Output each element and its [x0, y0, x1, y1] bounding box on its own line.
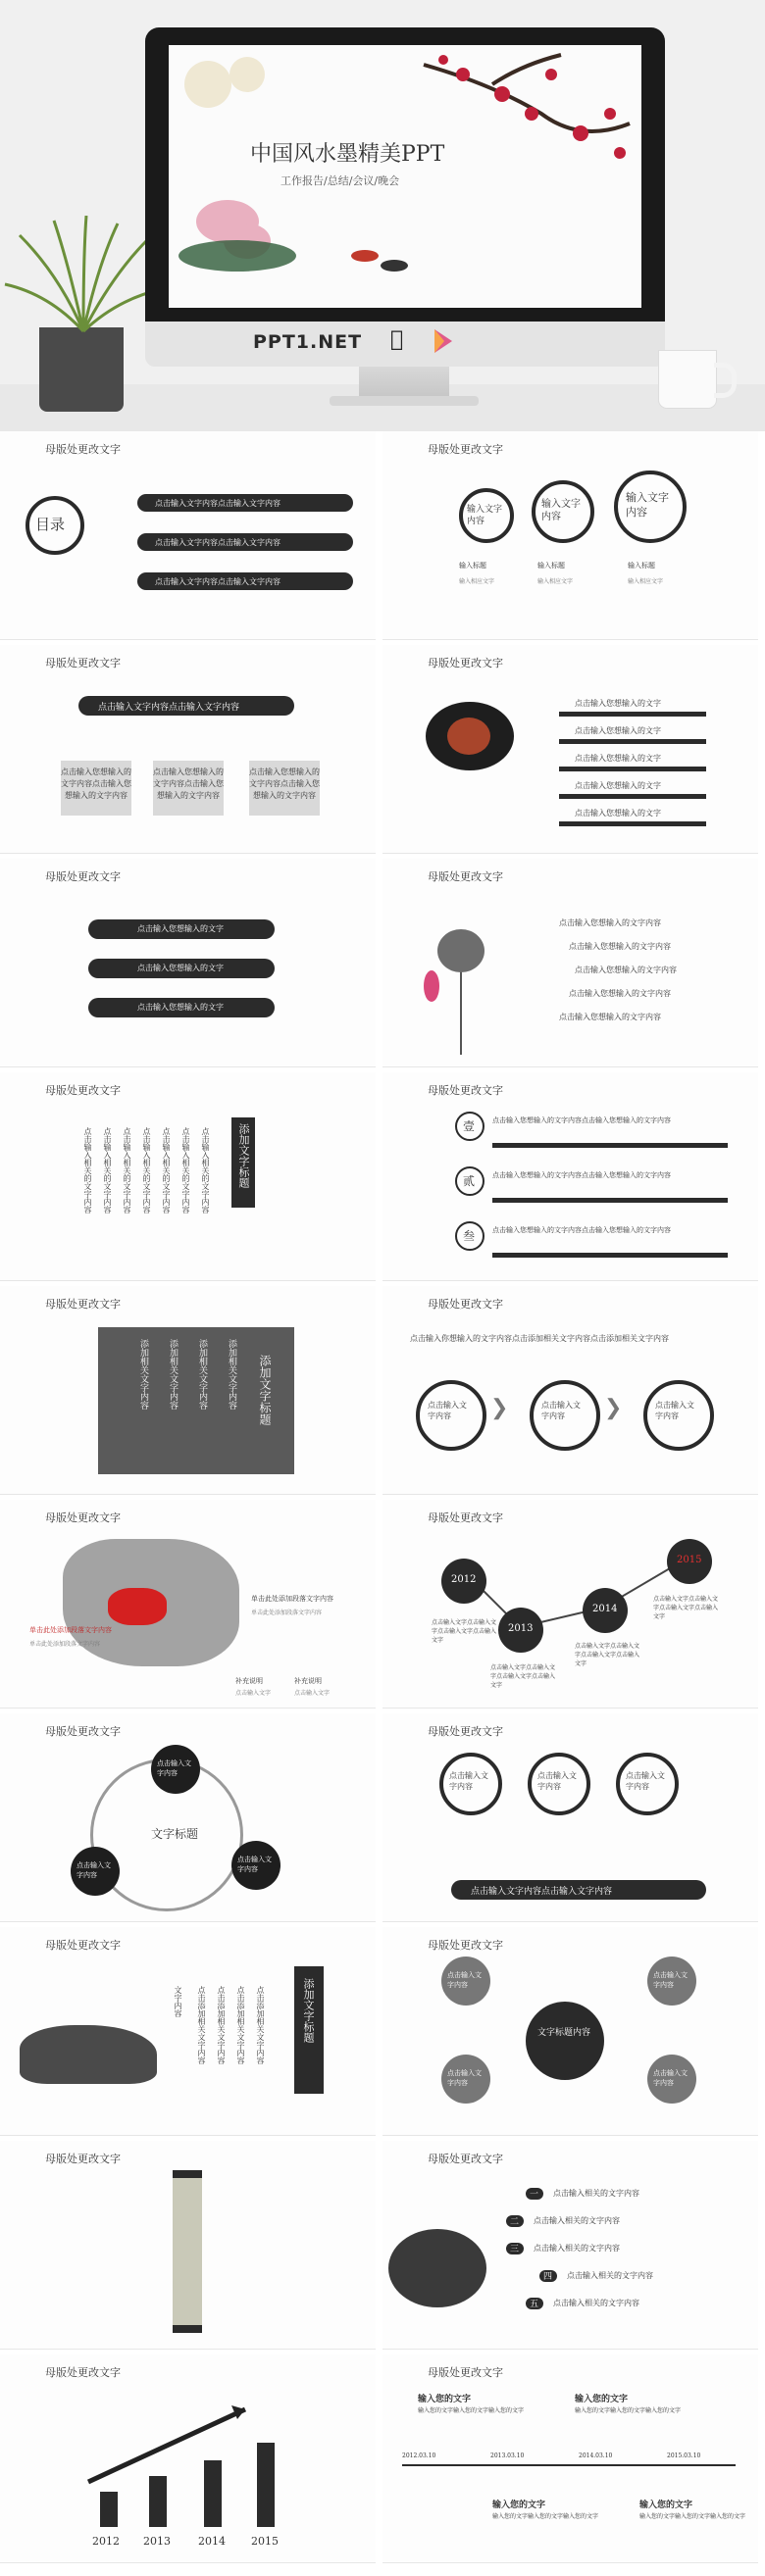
note-2012: 点击输入文字点击输入文字点击输入文字点击输入文字 [432, 1619, 497, 1644]
slide-lotus-list[interactable] [382, 859, 758, 1067]
circle-1-text: 输入文字内容 [467, 505, 503, 526]
arrow-icon: ❯ [604, 1396, 623, 1420]
col-2-lines: 输入相应文字 [537, 578, 574, 585]
vertical-col-1: 文字内容 [174, 1986, 182, 2017]
bar-text-1: 点击输入您想输入的文字 [137, 924, 224, 933]
slide-teapot-list[interactable] [382, 645, 758, 854]
date-4: 2015.03.10 [667, 2452, 701, 2459]
list-line-4: 点击输入您想输入的文字 [575, 781, 661, 790]
slide-ink-blobs[interactable] [382, 1927, 758, 2136]
note-2014: 点击输入文字点击输入文字点击输入文字点击输入文字 [575, 1643, 640, 1667]
ring-3-text: 点击输入文字内容 [655, 1401, 694, 1420]
center-blob [526, 2002, 604, 2080]
column-3: 点击输入相关的文字内容 [123, 1127, 131, 1214]
blob-1-text: 点击输入文字内容 [447, 1971, 482, 1989]
column-4: 点击输入相关的文字内容 [142, 1127, 151, 1214]
slide-numbered-list[interactable] [382, 2141, 758, 2350]
char-1: 壹 [463, 1119, 476, 1133]
legend-2: 补充说明 [294, 1677, 322, 1685]
list-line-3: 点击输入您想输入的文字内容 [575, 966, 677, 974]
info-box-2: 点击输入您想输入的文字内容点击输入您想输入的文字内容 [153, 761, 224, 816]
lotus-image [422, 917, 500, 1055]
ring-1-text: 点击输入文字内容 [428, 1401, 467, 1420]
column-6: 点击输入相关的文字内容 [181, 1127, 190, 1214]
head-1: 输入您的文字 [418, 2395, 472, 2404]
slide-title: 母版处更改文字 [428, 2366, 503, 2379]
bar-text-2: 点击输入您想输入的文字 [137, 964, 224, 972]
column-7: 点击输入相关的文字内容 [201, 1127, 210, 1214]
plant-pot [39, 327, 124, 412]
catalog-item-2: 点击输入文字内容点击输入文字内容 [155, 538, 280, 547]
ink-stroke-2 [492, 1198, 728, 1203]
teapot-image [388, 2229, 486, 2307]
top-text: 点击输入你想输入的文字内容点击添加相关文字内容点击添加相关文字内容 [410, 1334, 669, 1343]
ring-2-text: 点击输入文字内容 [541, 1401, 581, 1420]
year-2012: 2012 [92, 2535, 120, 2548]
plant-leaves-icon [0, 216, 167, 333]
head-2: 输入您的文字 [575, 2395, 629, 2404]
scroll-col-1: 添加相关文字内容 [138, 1339, 148, 1410]
ink-stroke-1 [559, 712, 706, 717]
num-1: 一 [530, 2190, 539, 2200]
scroll-title: 添加文字标题 [258, 1355, 272, 1425]
item-line-2: 点击输入您想输入的文字内容点击输入您想输入的文字内容 [492, 1171, 671, 1179]
slide-title: 母版处更改文字 [428, 1298, 503, 1311]
monitor-stand [359, 367, 449, 398]
catalog-label: 目录 [35, 516, 66, 533]
list-line-4: 点击输入您想输入的文字内容 [569, 989, 671, 998]
slide-title: 母版处更改文字 [45, 657, 121, 669]
ink-stroke-1 [492, 1143, 728, 1148]
circle-2-text: 输入文字内容 [541, 499, 581, 522]
callout-left-body: 单击此处添加段落文字内容 [29, 1641, 101, 1648]
banner-text: 点击输入文字内容点击输入文字内容 [98, 703, 240, 713]
slide-timeline-ink[interactable] [382, 1500, 758, 1709]
slide-growth[interactable] [0, 2354, 376, 2563]
date-1: 2012.03.10 [402, 2452, 436, 2459]
slide-title: 母版处更改文字 [428, 2153, 503, 2165]
slide-banner-boxes[interactable] [0, 645, 376, 854]
slide-title: 母版处更改文字 [428, 1939, 503, 1952]
vertical-col-3: 点击添加相关文字内容 [217, 1986, 226, 2064]
cup-handle [714, 363, 737, 398]
body-2: 输入您的文字输入您的文字输入您的文字 [575, 2407, 682, 2414]
legend-1-items: 点击输入文字 [235, 1690, 272, 1697]
slide-title: 母版处更改文字 [45, 1298, 121, 1311]
slide-title: 母版处更改文字 [428, 1511, 503, 1524]
timeline-axis [402, 2464, 736, 2466]
ring-2-text: 点击输入文字内容 [537, 1771, 577, 1791]
legend-2-items: 点击输入文字 [294, 1690, 331, 1697]
scroll-col-2: 添加相关文字内容 [168, 1339, 178, 1410]
body-1: 输入您的文字输入您的文字输入您的文字 [418, 2407, 525, 2414]
ring-1-text: 点击输入文字内容 [449, 1771, 488, 1791]
item-1: 点击输入相关的文字内容 [553, 2189, 639, 2198]
monitor-base [330, 396, 479, 406]
column-5: 点击输入相关的文字内容 [162, 1127, 171, 1214]
year-2014: 2014 [592, 1604, 618, 1614]
num-5: 五 [530, 2300, 539, 2309]
catalog-item-3: 点击输入文字内容点击输入文字内容 [155, 577, 280, 586]
arrow-icon: ❯ [490, 1396, 509, 1420]
year-2015: 2015 [677, 1555, 702, 1565]
ink-stroke-3 [492, 1253, 728, 1258]
slide-ink-bars[interactable] [0, 859, 376, 1067]
list-line-3: 点击输入您想输入的文字 [575, 754, 661, 763]
cover-subtitle: 工作报告/总结/会议/晚会 [280, 174, 400, 187]
col-1-title: 输入标题 [459, 562, 486, 570]
num-3: 三 [510, 2245, 520, 2254]
col-1-lines: 输入相应文字 [459, 578, 495, 585]
node-3-text: 点击输入文字内容 [237, 1856, 272, 1873]
year-2015: 2015 [251, 2535, 279, 2548]
column-1: 点击输入相关的文字内容 [83, 1127, 92, 1214]
vertical-col-2: 点击添加相关文字内容 [197, 1986, 206, 2064]
bar-text-3: 点击输入您想输入的文字 [137, 1003, 224, 1012]
col-3-title: 输入标题 [628, 562, 655, 570]
char-2: 贰 [463, 1174, 476, 1188]
slide-landscape-vertical[interactable] [0, 1927, 376, 2136]
slide-title: 母版处更改文字 [428, 870, 503, 883]
slide-title: 母版处更改文字 [45, 1725, 121, 1738]
cover-artwork [169, 45, 641, 308]
item-4: 点击输入相关的文字内容 [567, 2271, 653, 2280]
hero-banner [0, 0, 765, 431]
body-4: 输入您的文字输入您的文字输入您的文字 [639, 2513, 746, 2520]
column-2: 点击输入相关的文字内容 [103, 1127, 112, 1214]
date-3: 2014.03.10 [579, 2452, 613, 2459]
slide-rings-banner[interactable] [382, 1713, 758, 1922]
slide-title: 母版处更改文字 [45, 1939, 121, 1952]
note-2013: 点击输入文字点击输入文字点击输入文字点击输入文字 [490, 1664, 556, 1689]
banner-text: 点击输入文字内容点击输入文字内容 [471, 1887, 613, 1897]
slide-catalog[interactable] [0, 431, 376, 640]
teapot-image [447, 718, 490, 755]
slide-three-rings-arrows[interactable] [382, 1286, 758, 1495]
coffee-cup [659, 351, 716, 408]
ink-stroke-5 [559, 821, 706, 826]
list-line-2: 点击输入您想输入的文字内容 [569, 942, 671, 951]
block-title: 添加文字标题 [237, 1123, 250, 1188]
item-2: 点击输入相关的文字内容 [534, 2216, 620, 2225]
brand-name: PPT1.NET [253, 331, 363, 353]
ring-3-text: 点击输入文字内容 [626, 1771, 665, 1791]
highlighted-region [108, 1588, 167, 1625]
growth-arrow-icon [0, 2354, 376, 2562]
head-3: 输入您的文字 [492, 2501, 546, 2510]
list-line-5: 点击输入您想输入的文字内容 [559, 1013, 661, 1021]
slide-map[interactable] [0, 1500, 376, 1709]
block-title: 添加文字标题 [302, 1978, 315, 2043]
year-2012: 2012 [451, 1574, 477, 1585]
col-2-title: 输入标题 [537, 562, 565, 570]
monitor-chin [145, 322, 665, 367]
slide-title: 母版处更改文字 [45, 1084, 121, 1097]
list-line-1: 点击输入您想输入的文字 [575, 699, 661, 708]
catalog-item-1: 点击输入文字内容点击输入文字内容 [155, 499, 280, 508]
slide-title: 母版处更改文字 [45, 443, 121, 456]
item-3: 点击输入相关的文字内容 [534, 2244, 620, 2253]
info-box-3: 点击输入您想输入的文字内容点击输入您想输入的文字内容 [249, 761, 320, 816]
legend-1: 补充说明 [235, 1677, 263, 1685]
scroll-col-4: 添加相关文字内容 [227, 1339, 236, 1410]
cover-title: 中国风水墨精美PPT [250, 142, 445, 167]
list-line-1: 点击输入您想输入的文字内容 [559, 918, 661, 927]
slide-title: 母版处更改文字 [428, 443, 503, 456]
monitor-screen [169, 45, 641, 308]
info-box-1: 点击输入您想输入的文字内容点击输入您想输入的文字内容 [61, 761, 131, 816]
item-line-3: 点击输入您想输入的文字内容点击输入您想输入的文字内容 [492, 1226, 671, 1234]
scroll-col-3: 添加相关文字内容 [197, 1339, 207, 1410]
blob-3-text: 点击输入文字内容 [447, 2069, 482, 2087]
slide-numbered-chars[interactable] [382, 1072, 758, 1281]
callout-right-title: 单击此处添加段落文字内容 [251, 1595, 333, 1603]
slide-title: 母版处更改文字 [45, 1511, 121, 1524]
col-3-lines: 输入相应文字 [628, 578, 664, 585]
ink-stroke-4 [559, 794, 706, 799]
item-5: 点击输入相关的文字内容 [553, 2299, 639, 2307]
slide-bamboo-scroll[interactable] [0, 1286, 376, 1495]
slide-title: 母版处更改文字 [45, 870, 121, 883]
slide-title: 母版处更改文字 [428, 1725, 503, 1738]
node-2-text: 点击输入文字内容 [76, 1861, 111, 1879]
slide-date-timeline[interactable] [382, 2354, 758, 2563]
ink-stroke-3 [559, 767, 706, 771]
ink-landscape-image [20, 2025, 157, 2084]
list-line-5: 点击输入您想输入的文字 [575, 809, 661, 817]
body-3: 输入您的文字输入您的文字输入您的文字 [492, 2513, 599, 2520]
blob-2-text: 点击输入文字内容 [653, 1971, 688, 1989]
slide-vertical-columns[interactable] [0, 1072, 376, 1281]
year-2013: 2013 [143, 2535, 171, 2548]
slide-scroll-image[interactable] [0, 2141, 376, 2350]
callout-left-title: 单击此处添加段落文字内容 [29, 1626, 112, 1634]
note-2015: 点击输入文字点击输入文字点击输入文字点击输入文字 [653, 1596, 719, 1620]
ink-stroke-2 [559, 739, 706, 744]
slide-title: 母版处更改文字 [45, 2153, 121, 2165]
slide-three-circles[interactable] [382, 431, 758, 640]
head-4: 输入您的文字 [639, 2501, 693, 2510]
cycle-center: 文字标题 [151, 1827, 199, 1841]
slide-cycle[interactable] [0, 1713, 376, 1922]
slide-title: 母版处更改文字 [428, 657, 503, 669]
slide-title: 母版处更改文字 [428, 1084, 503, 1097]
slide-title: 母版处更改文字 [45, 2366, 121, 2379]
powerpoint-logo-icon [434, 329, 452, 353]
item-line-1: 点击输入您想输入的文字内容点击输入您想输入的文字内容 [492, 1116, 671, 1124]
circle-3-text: 输入文字内容 [626, 491, 669, 519]
callout-right-body: 单击此处添加段落文字内容 [251, 1610, 323, 1616]
num-2: 二 [510, 2217, 520, 2227]
num-4: 四 [543, 2272, 553, 2282]
char-3: 叁 [463, 1229, 476, 1243]
center-text: 文字标题内容 [537, 2028, 591, 2038]
list-line-2: 点击输入您想输入的文字 [575, 726, 661, 735]
node-1-text: 点击输入文字内容 [157, 1759, 191, 1777]
blob-4-text: 点击输入文字内容 [653, 2069, 688, 2087]
vertical-col-4: 点击添加相关文字内容 [236, 1986, 245, 2064]
date-2: 2013.03.10 [490, 2452, 525, 2459]
vertical-col-5: 点击添加相关文字内容 [256, 1986, 265, 2064]
hanging-scroll [173, 2170, 202, 2333]
year-2014: 2014 [198, 2535, 226, 2548]
year-2013: 2013 [508, 1623, 534, 1634]
apple-logo-icon [390, 327, 403, 352]
